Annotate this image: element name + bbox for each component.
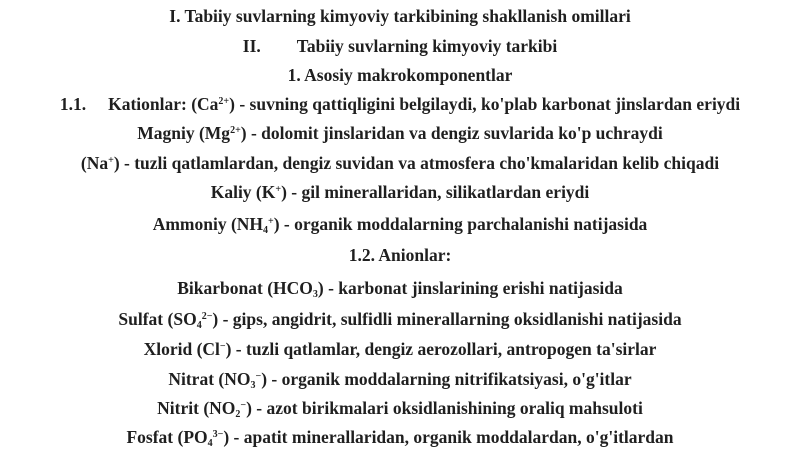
calcium-pre: Kationlar: (Ca xyxy=(108,94,219,114)
section-heading xyxy=(0,35,800,57)
ammonium-post: ) - organik moddalarning parchalanishi natijasida xyxy=(273,214,648,234)
anions-heading xyxy=(0,244,800,266)
chloride-pre: Xlorid (Cl xyxy=(143,339,220,359)
nitrate-post: ) - organik moddalarning nitrifikatsiyasi, o'g'itlar xyxy=(261,369,632,389)
cations-heading-number: 1.1. xyxy=(59,94,87,114)
bicarbonate-subscript: 3 xyxy=(312,289,318,300)
cation-potassium-line xyxy=(0,181,800,203)
anion-bicarbonate-line xyxy=(0,277,800,299)
magnesium-pre: Magniy (Mg xyxy=(137,123,231,143)
sodium-pre: (Na xyxy=(80,153,109,173)
phosphate-post: ) - apatit minerallaridan, organik moddalardan, o'g'itlardan xyxy=(223,427,674,447)
subsection-heading xyxy=(0,64,800,86)
nitrate-pre: Nitrat (NO xyxy=(168,369,251,389)
anion-phosphate-line xyxy=(0,426,800,448)
sulfate-charge: 2− xyxy=(201,311,213,322)
nitrite-pre: Nitrit (NO xyxy=(157,398,236,418)
nitrite-post: ) - azot birikmalari oksidlanishining oraliq mahsuloti xyxy=(246,398,643,418)
potassium-post: ) - gil minerallaridan, silikatlardan eriydi xyxy=(281,182,590,202)
page-title xyxy=(0,5,800,27)
ammonium-subscript: 4 xyxy=(263,225,269,236)
chloride-charge: − xyxy=(219,341,226,352)
phosphate-pre: Fosfat (PO xyxy=(126,427,208,447)
anion-chloride-line xyxy=(0,338,800,360)
nitrate-charge: − xyxy=(255,371,262,382)
potassium-charge: + xyxy=(275,184,282,195)
magnesium-charge: 2+ xyxy=(230,125,241,136)
calcium-post: ) - suvning qattiqligini belgilaydi, ko'plab karbonat jinslardan eriydi xyxy=(229,94,741,114)
cation-ammonium-line xyxy=(0,213,800,235)
phosphate-subscript: 4 xyxy=(207,438,213,449)
nitrite-subscript: 2 xyxy=(235,409,241,420)
magnesium-post: ) - dolomit jinslaridan va dengiz suvlarida ko'p uchraydi xyxy=(240,123,663,143)
subsection-text: 1. Asosiy makrokomponentlar xyxy=(287,65,513,85)
anion-nitrite-line xyxy=(0,397,800,419)
anion-sulfate-line xyxy=(0,308,800,330)
cation-magnesium-line xyxy=(0,122,800,144)
section-number: II. xyxy=(242,36,261,56)
sulfate-subscript: 4 xyxy=(196,320,202,331)
nitrite-charge: − xyxy=(240,400,247,411)
page-title-text: I. Tabiiy suvlarning kimyoviy tarkibining shakllanish omillari xyxy=(169,6,631,26)
cation-calcium-line xyxy=(0,93,800,115)
sodium-post: ) - tuzli qatlamlardan, dengiz suvidan va atmosfera cho'kmalaridan kelib chiqadi xyxy=(113,153,720,173)
bicarbonate-pre: Bikarbonat (HCO xyxy=(177,278,313,298)
section-text: Tabiiy suvlarning kimyoviy tarkibi xyxy=(296,36,558,56)
anion-nitrate-line xyxy=(0,368,800,390)
sulfate-pre: Sulfat (SO xyxy=(118,309,197,329)
sodium-charge: + xyxy=(108,155,114,166)
ammonium-pre: Ammoniy (NH xyxy=(152,214,264,234)
potassium-pre: Kaliy (K xyxy=(210,182,276,202)
cation-sodium-line xyxy=(0,152,800,174)
chloride-post: ) - tuzli qatlamlar, dengiz aerozollari, antropogen ta'sirlar xyxy=(225,339,657,359)
calcium-charge: 2+ xyxy=(218,96,230,107)
phosphate-charge: 3− xyxy=(212,429,224,440)
anions-heading-text: 1.2. Anionlar: xyxy=(348,245,452,265)
ammonium-charge: + xyxy=(268,216,274,227)
bicarbonate-post: ) - karbonat jinslarining erishi natijasida xyxy=(317,278,623,298)
sulfate-post: ) - gips, angidrit, sulfidli minerallarning oksidlanishi natijasida xyxy=(212,309,682,329)
nitrate-subscript: 3 xyxy=(250,380,256,391)
